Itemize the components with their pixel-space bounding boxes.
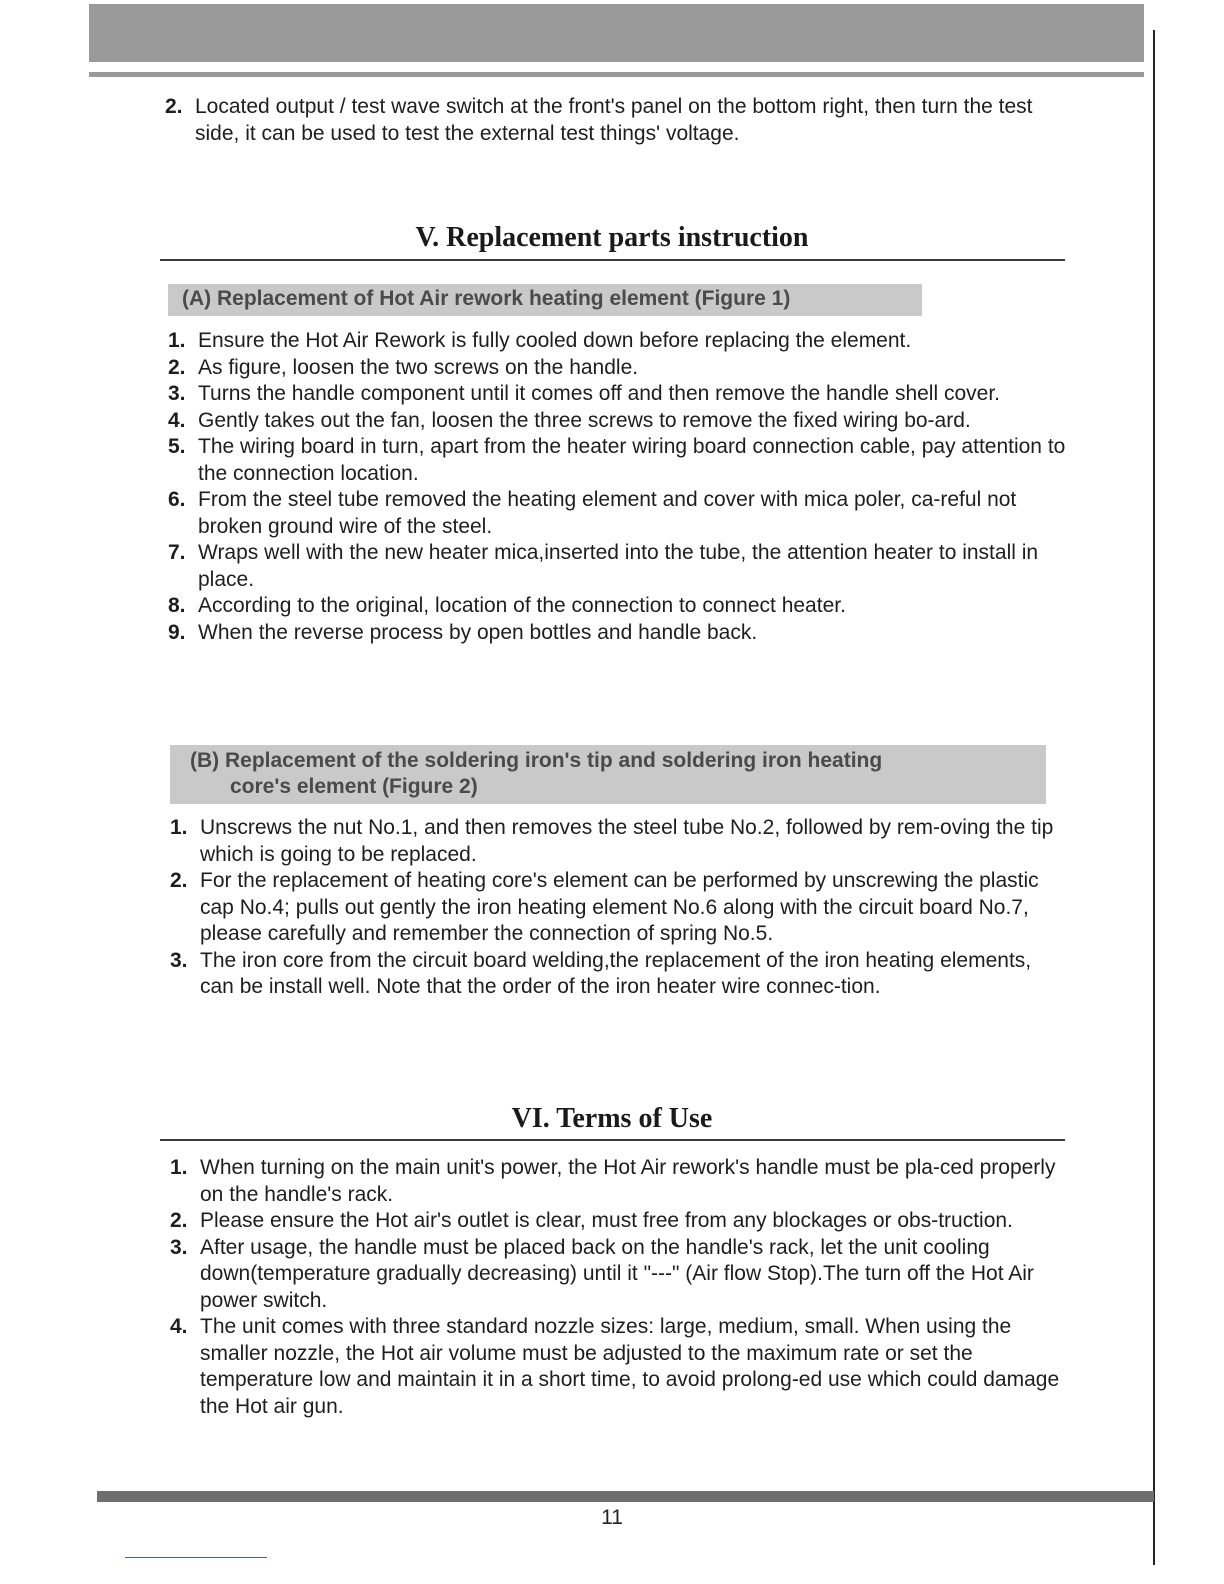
- item-number: 3.: [170, 948, 188, 972]
- item-text: Turns the handle component until it comes off and then remove the handle shell cover.: [198, 382, 1000, 405]
- item-text: The iron core from the circuit board welding,the replacement of the iron heating elements, can be install well. Note that the order of the iron heater wire connec-tion.: [200, 948, 1032, 998]
- item-text: The unit comes with three standard nozzle sizes: large, medium, small. When using the smaller nozzle, the Hot air volume must be adjusted to the maximum rate or set the temperature low and maintain it in a short time, to avoid prolong-ed use which could damage the Hot air gun.: [200, 1315, 1060, 1418]
- item-number: 7.: [168, 541, 186, 564]
- terms-list: [170, 1155, 1068, 1420]
- section-v-rule: [160, 259, 1065, 261]
- item-number: 2.: [170, 1209, 188, 1232]
- section-vi-title: VI. Terms of Use: [511, 1103, 713, 1134]
- header-band: [89, 4, 1144, 62]
- item-text: The wiring board in turn, apart from the heater wiring board connection cable, pay attention to the connection location.: [198, 435, 1066, 485]
- subsection-b-heading-line1: (B) Replacement of the soldering iron's tip and soldering iron heating: [190, 749, 883, 772]
- item-number: 3.: [168, 382, 186, 405]
- item-text: When the reverse process by open bottles and handle back.: [198, 620, 758, 644]
- item-number: 8.: [168, 594, 186, 617]
- list-item: [170, 815, 1068, 868]
- item-text: Wraps well with the new heater mica,inserted into the tube, the attention heater to install in place.: [198, 541, 1039, 591]
- item-number: 1.: [170, 816, 188, 839]
- list-item: [170, 1235, 1068, 1315]
- item-text: From the steel tube removed the heating element and cover with mica poler, ca-reful not broken ground wire of the steel.: [198, 488, 1017, 538]
- list-item: [168, 620, 1068, 647]
- item-text: Ensure the Hot Air Rework is fully cooled down before replacing the element.: [198, 329, 912, 352]
- item-text: Please ensure the Hot air's outlet is clear, must free from any blockages or obs-truction.: [200, 1209, 1013, 1232]
- item-number: 6.: [168, 488, 186, 511]
- header-rule: [89, 72, 1144, 77]
- item-text: As figure, loosen the two screws on the handle.: [198, 355, 639, 379]
- page-edge-line: [1153, 30, 1155, 1565]
- list-item: [165, 94, 1065, 147]
- item-number: 4.: [168, 408, 186, 432]
- list-item: [170, 1314, 1068, 1420]
- subsection-a-heading: [168, 284, 922, 316]
- item-text: Gently takes out the fan, loosen the three screws to remove the fixed wiring bo-ard.: [198, 408, 971, 432]
- section-vi-rule: [160, 1139, 1065, 1141]
- item-text: After usage, the handle must be placed back on the handle's rack, let the unit cooling down(temperature gradually decreasing) until it "---" (Air flow Stop).The turn off the Hot Air power switch.: [200, 1235, 1034, 1312]
- list-item: [168, 540, 1068, 593]
- list-item: [168, 328, 1068, 355]
- list-item: [170, 1208, 1068, 1235]
- subsection-b-heading: [170, 745, 1046, 804]
- item-text: Located output / test wave switch at the front's panel on the bottom right, then turn the test side, it can be used to test the external test things' voltage.: [195, 95, 1033, 145]
- list-item: [168, 381, 1068, 408]
- section-v-title: V. Replacement parts instruction: [415, 222, 809, 253]
- item-text: Unscrews the nut No.1, and then removes the steel tube No.2, followed by rem-oving the tip which is going to be replaced.: [200, 816, 1054, 866]
- item-text: For the replacement of heating core's element can be performed by unscrewing the plastic cap No.4; pulls out gently the iron heating element No.6 along with the circuit board No.7, please carefully and remember the connection of spring No.5.: [200, 869, 1039, 945]
- subsection-a-list: [168, 328, 1068, 646]
- subsection-b-list: [170, 815, 1068, 1001]
- item-number: 2.: [168, 355, 186, 379]
- footer-rule: [97, 1491, 1154, 1502]
- list-item: [168, 487, 1068, 540]
- list-item: [170, 868, 1068, 948]
- item-number: 2.: [165, 95, 183, 118]
- item-number: 5.: [168, 435, 186, 458]
- list-item: [170, 948, 1068, 1001]
- list-item: [168, 593, 1068, 620]
- intro-list: [165, 94, 1065, 147]
- list-item: [168, 434, 1068, 487]
- list-item: [168, 408, 1068, 435]
- item-number: 3.: [170, 1235, 188, 1259]
- item-number: 2.: [170, 869, 188, 892]
- item-text: According to the original, location of the connection to connect heater.: [198, 594, 846, 617]
- subsection-b-heading-line2: core's element (Figure 2): [230, 775, 478, 798]
- page-number: 11: [601, 1506, 623, 1529]
- item-number: 4.: [170, 1315, 188, 1338]
- item-text: When turning on the main unit's power, the Hot Air rework's handle must be pla-ced properly on the handle's rack.: [200, 1156, 1056, 1206]
- list-item: [168, 355, 1068, 382]
- corner-mark: [125, 1557, 267, 1558]
- item-number: 9.: [168, 620, 186, 644]
- item-number: 1.: [170, 1156, 188, 1179]
- item-number: 1.: [168, 329, 186, 352]
- list-item: [170, 1155, 1068, 1208]
- subsection-a-heading-text: (A) Replacement of Hot Air rework heating element (Figure 1): [182, 287, 791, 310]
